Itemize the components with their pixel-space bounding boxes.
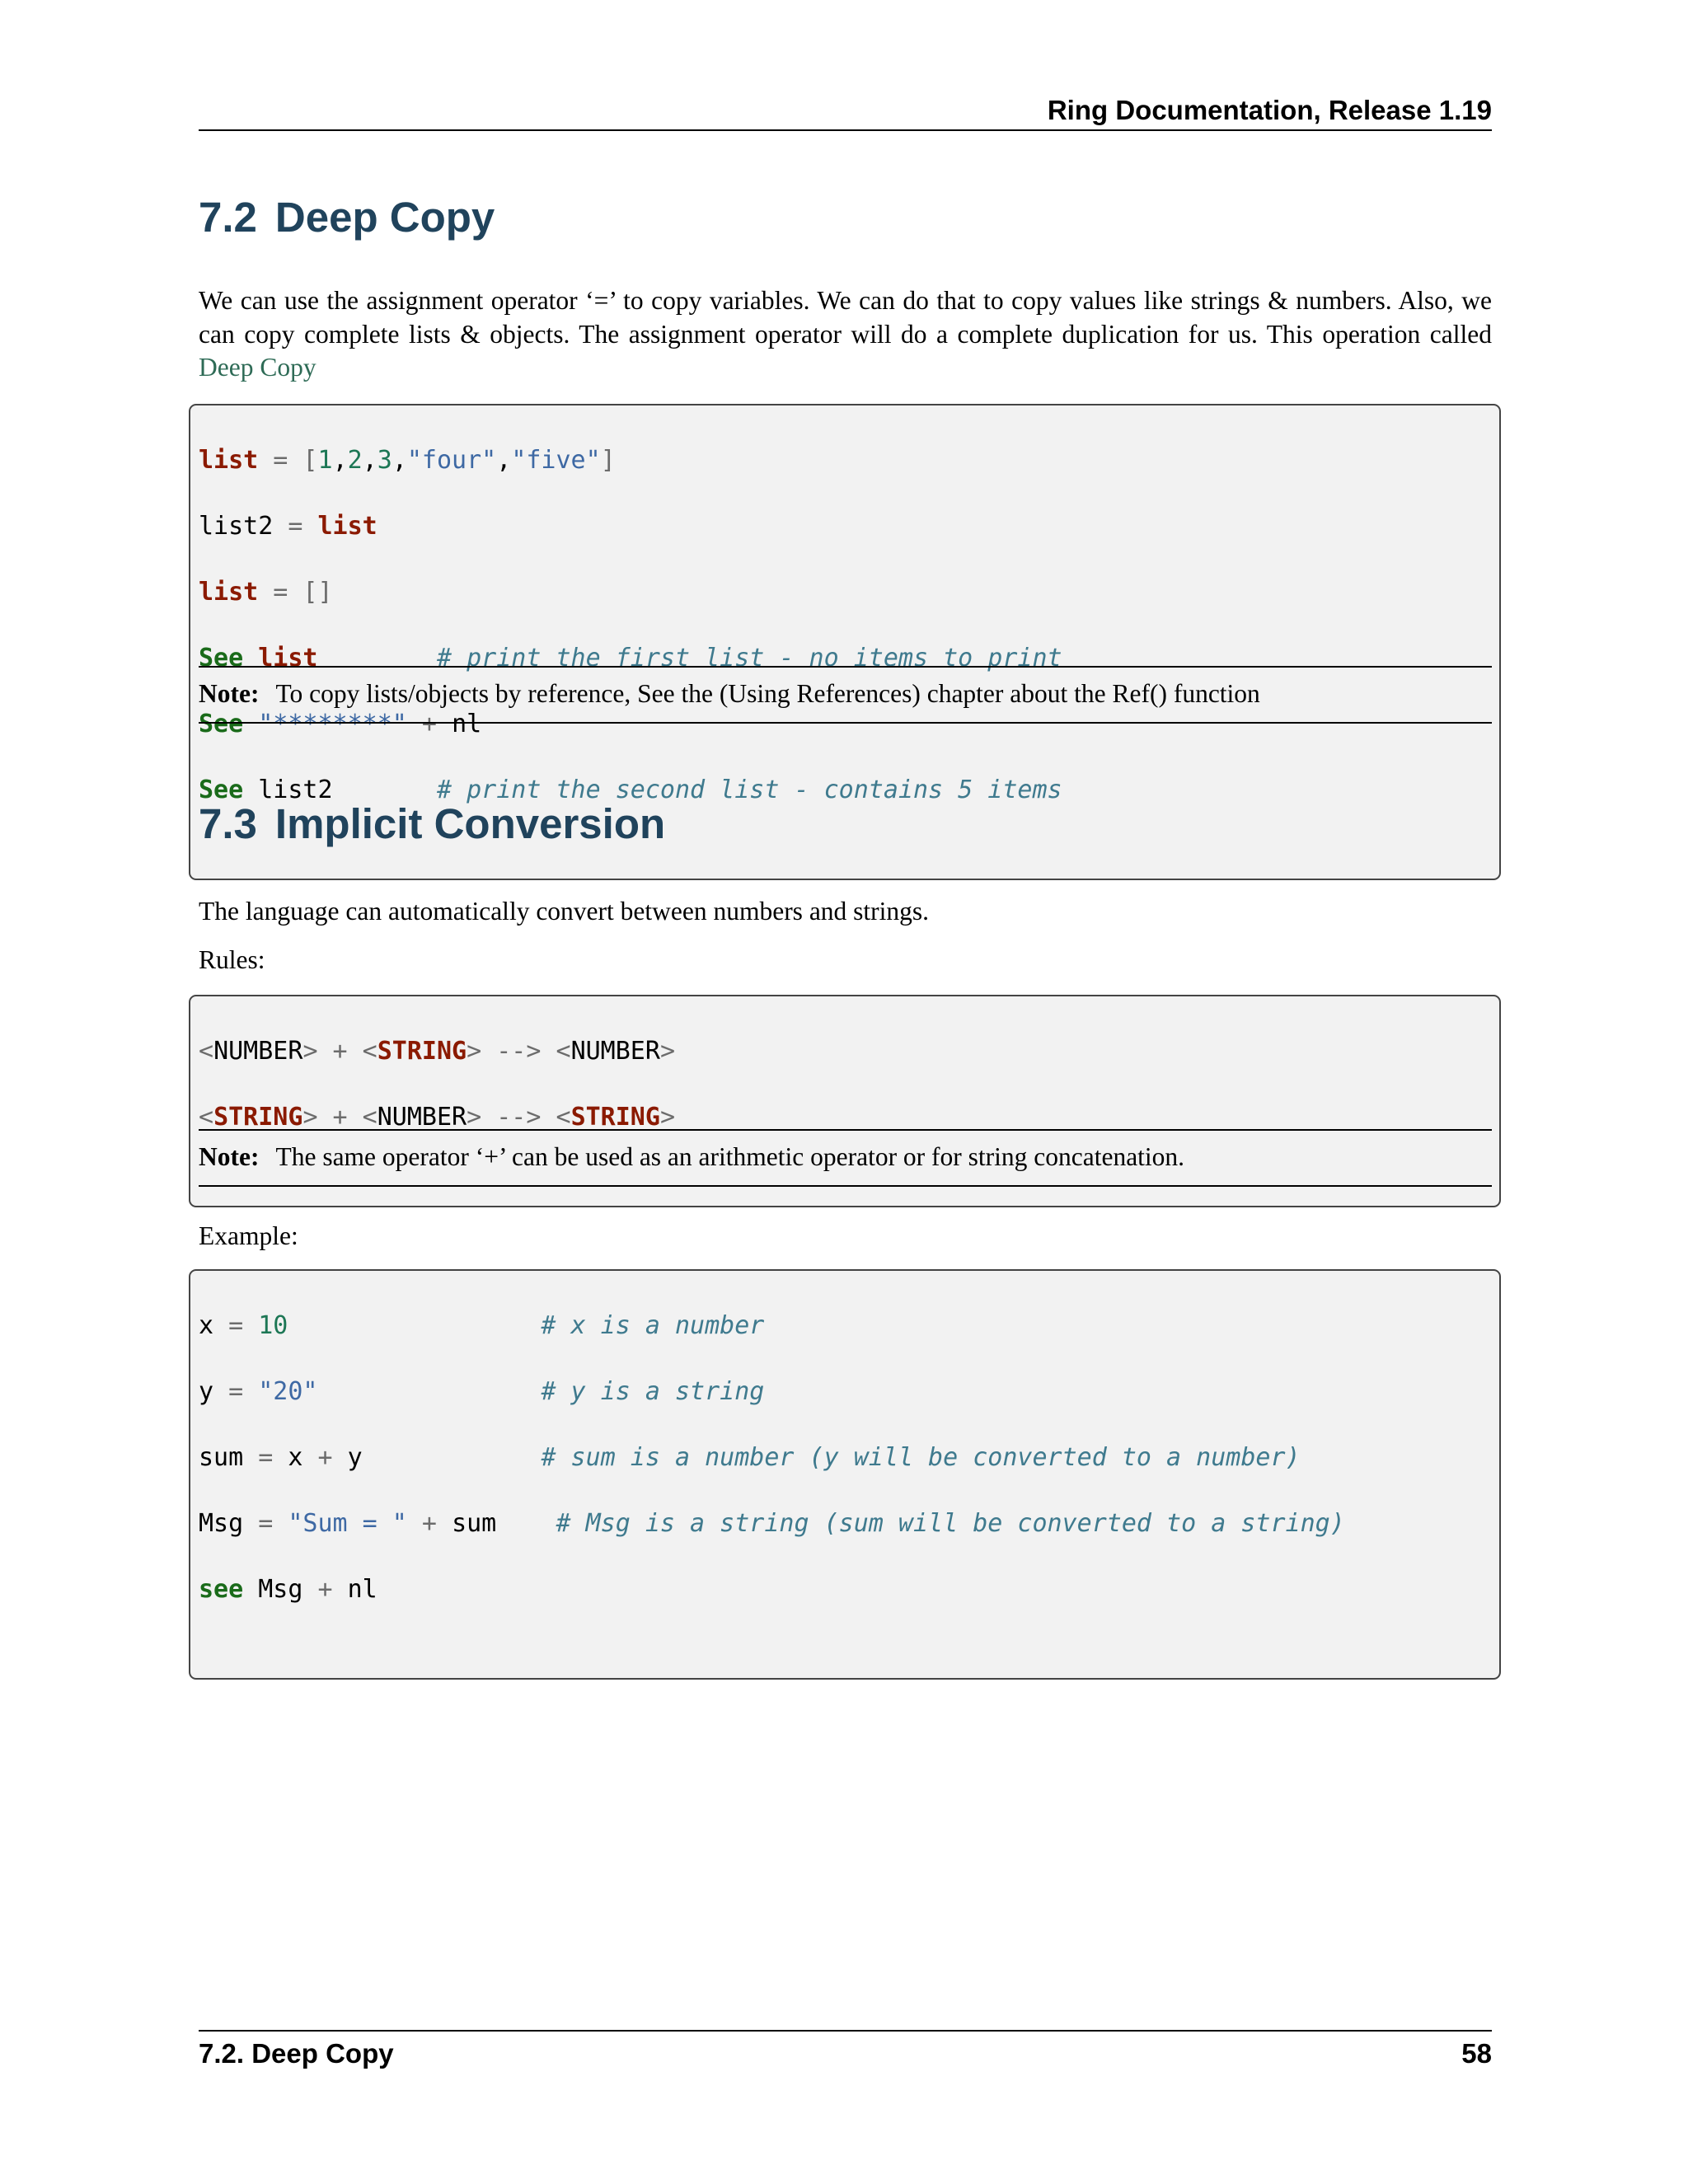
note-operator [199, 1129, 1492, 1187]
section-number: 7.3 [199, 800, 257, 847]
implicit-conversion-intro: The language can automatically convert between numbers and strings. [199, 897, 930, 926]
note-label: Note: [199, 679, 260, 708]
note-deep-copy [199, 666, 1492, 724]
footer-section: 7.2. Deep Copy [199, 2038, 394, 2069]
code-line: see Msg + nl [199, 1575, 377, 1604]
note-text: The same operator ‘+’ can be used as an arithmetic operator or for string concatenation. [275, 1142, 1185, 1171]
code-line: x = 10 # x is a number [199, 1311, 765, 1340]
code-line: list2 = list [199, 512, 377, 541]
page-number: 58 [1461, 2038, 1492, 2069]
code-line: See "********" + nl [199, 710, 482, 738]
note-text: To copy lists/objects by reference, See the (Using References) chapter about the Ref() function [275, 679, 1260, 708]
code-line: y = "20" # y is a string [199, 1377, 765, 1406]
code-line: <NUMBER> + <STRING> --> <NUMBER> [199, 1037, 675, 1066]
section-title-implicit-conversion [199, 798, 665, 851]
section-number: 7.2 [199, 194, 257, 241]
code-line: list = [] [199, 578, 333, 607]
code-line: <STRING> + <NUMBER> --> <STRING> [199, 1103, 675, 1132]
code-line: Msg = "Sum = " + sum # Msg is a string (sum will be converted to a string) [199, 1509, 1345, 1538]
note-label: Note: [199, 1142, 260, 1171]
rules-label: Rules: [199, 945, 265, 974]
intro-text: We can use the assignment operator ‘=’ to copy variables. We can do that to copy values like strings & numbers. Also, we can copy complete lists & objects. The assignment operator will do a complete duplication for us. This operation called [199, 286, 1492, 349]
code-block-example [189, 1269, 1501, 1680]
code-line: See list2 # print the second list - contains 5 items [199, 776, 1062, 804]
footer-rule [199, 2030, 1492, 2032]
code-line: list = [1,2,3,"four","five"] [199, 446, 616, 475]
running-header: Ring Documentation, Release 1.19 [1047, 95, 1492, 125]
code-line: See list # print the first list - no items to print [199, 644, 1062, 673]
section-heading-text: Implicit Conversion [274, 800, 666, 847]
code-line: sum = x + y # sum is a number (y will be converted to a number) [199, 1443, 1301, 1472]
header-rule [199, 129, 1492, 131]
example-label: Example: [199, 1221, 298, 1250]
section-heading-text: Deep Copy [274, 194, 495, 241]
deep-copy-link[interactable]: Deep Copy [199, 353, 316, 382]
deep-copy-intro [199, 284, 1492, 385]
section-title-deep-copy [199, 191, 495, 244]
